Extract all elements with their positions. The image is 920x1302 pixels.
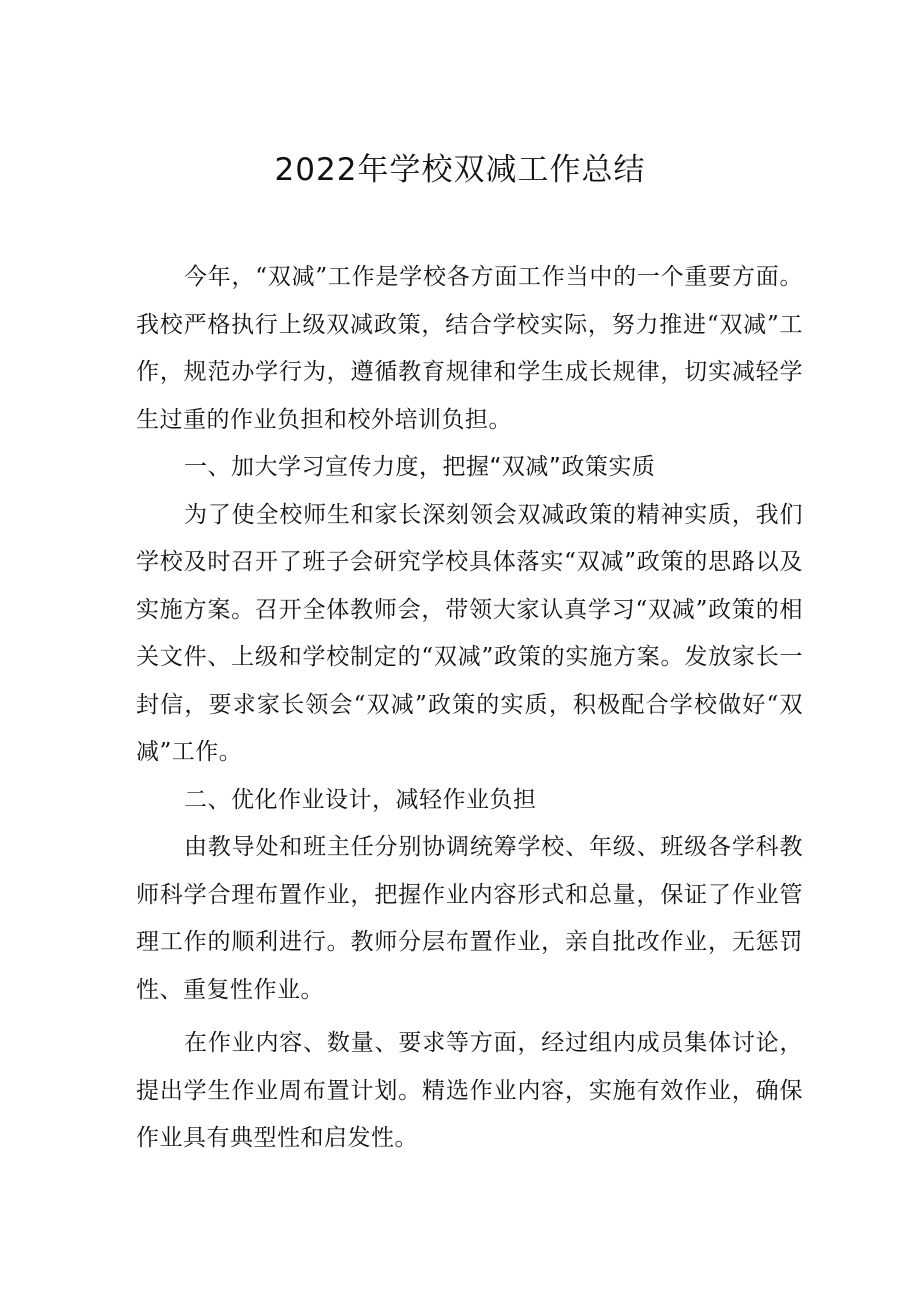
section-1-paragraph-1: 为了使全校师生和家长深刻领会双减政策的精神实质，我们学校及时召开了班子会研究学校具体落实“双减”政策的思路以及实施方案。召开全体教师会，带领大家认真学习“双减”政策的相关文件、上级和学校制定的“双减”政策的实施方案。发放家长一封信，要求家长领会“双减”政策的实质，积极配合学校做好“双减”工作。 [136,501,803,765]
document-body [136,254,803,1163]
section-2-paragraph-1: 由教导处和班主任分别协调统筹学校、年级、班级各学科教师科学合理布置作业，把握作业内容形式和总量，保证了作业管理工作的顺利进行。教师分层布置作业，亲自批改作业，无惩罚性、重复性作业。 [136,834,803,1003]
section-1-heading: 一、加大学习宣传力度，把握“双减”政策实质 [184,454,656,480]
intro-paragraph: 今年，“双减”工作是学校各方面工作当中的一个重要方面。我校严格执行上级双减政策，结合学校实际，努力推进“双减”工作，规范办学行为，遵循教育规律和学生成长规律，切实减轻学生过重的作业负担和校外培训负担。 [136,264,803,433]
document-title: 2022年学校双减工作总结 [274,152,646,188]
section-2-heading: 二、优化作业设计，减轻作业负担 [184,786,537,813]
section-2-paragraph-2: 在作业内容、数量、要求等方面，经过组内成员集体讨论，提出学生作业周布置计划。精选作业内容，实施有效作业，确保作业具有典型性和启发性。 [136,1030,803,1151]
